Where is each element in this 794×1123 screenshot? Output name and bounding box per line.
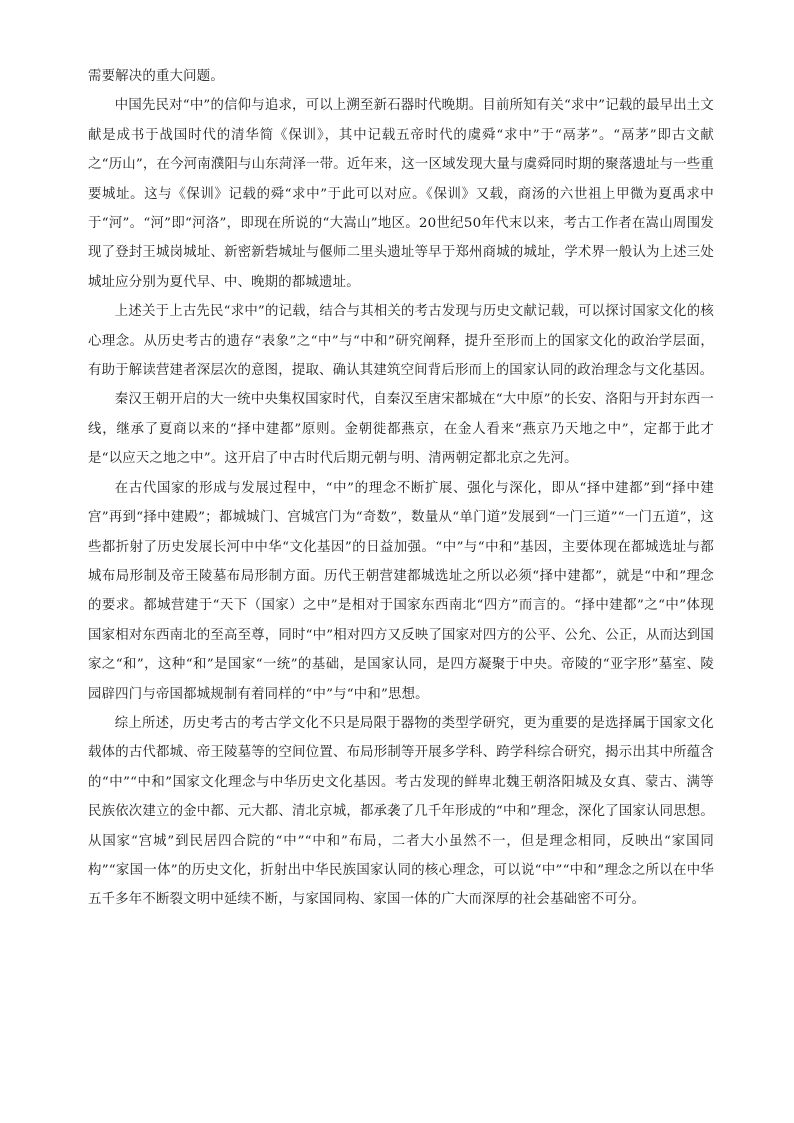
document-page xyxy=(88,62,714,915)
paragraph-conclusion: 综上所述，历史考古的考古学文化不只是局限于器物的类型学研究，更为重要的是选择属于国家文化载体的古代都城、帝王陵墓等的空间位置、布局形制等开展多学科、跨学科综合研究，揭示出其中所蕴含的“中”“中和”国家文化理念与中华历史文化基因。考古发现的鲜卑北魏王朝洛阳城及女真、蒙古、满等民族依次建立的金中都、元大都、清北京城，都承袭了几千年形成的“中和”理念，深化了国家认同思想。从国家“宫城”到民居四合院的“中”“中和”布局，二者大小虽然不一，但是理念相同，反映出“家国同构”“家国一体”的历史文化，折射出中华民族国家认同的核心理念，可以说“中”“中和”理念之所以在中华五千多年不断裂文明中延续不断，与家国同构、家国一体的广大而深厚的社会基础密不可分。 xyxy=(88,715,714,908)
paragraph-zhong-he-gene: 在古代国家的形成与发展过程中，“中”的理念不断扩展、强化与深化，即从“择中建都”到“择中建宫”再到“择中建殿”；都城城门、宫城宫门为“奇数”，数量从“单门道”发展到“一门三道”“一门五道”，这些都折射了历史发展长河中中华“文化基因”的日益加强。“中”与“中和”基因，主要体现在都城选址与都城布局形制及帝王陵墓布局形制方面。历代王朝营建都城选址之所以必须“择中建都”，就是“中和”理念的要求。都城营建于“天下（国家）之中”是相对于国家东西南北“四方”而言的。“择中建都”之“中”体现国家相对东西南北的至高至尊，同时“中”相对四方又反映了国家对四方的公平、公允、公正，从而达到国家之“和”，这种“和”是国家“一统”的基础，是国家认同，是四方凝聚于中央。帝陵的“亚字形”墓室、陵园辟四门与帝国都城规制有着同样的“中”与“中和”思想。 xyxy=(88,480,714,702)
paragraph-qin-han-capitals: 秦汉王朝开启的大一统中央集权国家时代，自秦汉至唐宋都城在“大中原”的长安、洛阳与开封东西一线，继承了夏商以来的“择中建都”原则。金朝徙都燕京，在金人看来“燕京乃天地之中”，定都于此才是“以应天之地之中”。这开启了中古时代后期元朝与明、清两朝定都北京之先河。 xyxy=(88,392,714,467)
paragraph-origin-of-zhong: 中国先民对“中”的信仰与追求，可以上溯至新石器时代晚期。目前所知有关“求中”记载的最早出土文献是成书于战国时代的清华简《保训》，其中记载五帝时代的虞舜“求中”于“鬲茅”。“鬲茅”即古文献之“历山”，在今河南濮阳与山东菏泽一带。近年来，这一区域发现大量与虞舜同时期的聚落遗址与一些重要城址。这与《保训》记载的舜“求中”于此可以对应。《保训》又载，商汤的六世祖上甲微为夏禹求中于“河”。“河”即“河洛”，即现在所说的“大嵩山”地区。20世纪50年代末以来，考古工作者在嵩山周围发现了登封王城岗城址、新密新砦城址与偃师二里头遗址等早于郑州商城的城址，学术界一般认为上述三处城址应分别为夏代早、中、晚期的都城遗址。 xyxy=(88,98,714,290)
paragraph-core-concept: 上述关于上古先民“求中”的记载，结合与其相关的考古发现与历史文献记载，可以探讨国家文化的核心理念。从历史考古的遗存“表象”之“中”与“中和”研究阐释，提升至形而上的国家文化的政治学层面，有助于解读营建者深层次的意图，提取、确认其建筑空间背后形而上的国家认同的政治理念与文化基因。 xyxy=(88,304,714,379)
paragraph-continuation: 需要解决的重大问题。 xyxy=(88,69,224,84)
